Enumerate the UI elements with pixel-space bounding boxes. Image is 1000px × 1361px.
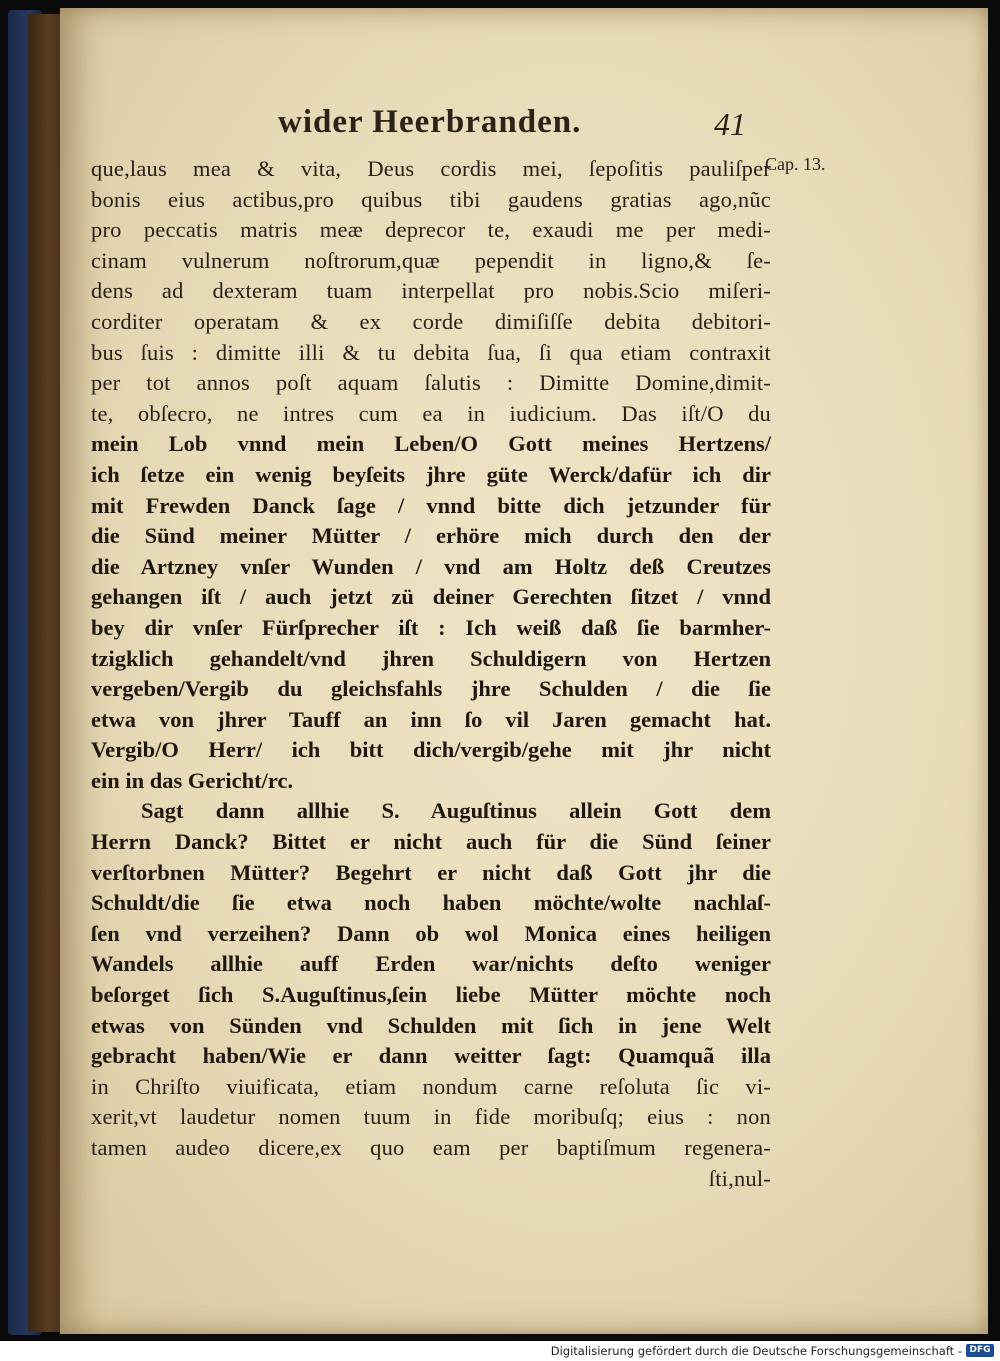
text-line: tzigklich gehandelt/vnd jhren Schuldigern von Hertzen — [91, 645, 771, 671]
text-line: vergeben/Vergib du gleichsfahls jhre Schulden / die ſie — [91, 676, 771, 702]
digitization-footer — [0, 1341, 1000, 1361]
funding-credit: Digitalisierung gefördert durch die Deutsche Forschungsgemeinschaft - — [550, 1344, 962, 1358]
text-line: Sagt dann allhie S. Auguſtinus allein Gott dem — [141, 798, 771, 824]
text-line: verſtorbnen Mütter? Begehrt er nicht daß Gott jhr die — [91, 859, 771, 885]
text-line: bonis eius actibus,pro quibus tibi gaudens gratias ago,nũc — [91, 186, 771, 212]
text-line: ein in das Gericht/rc. — [91, 767, 294, 793]
text-line: Wandels allhie auff Erden war/nichts deſto weniger — [91, 951, 771, 977]
text-line: Herrn Danck? Bittet er nicht auch für die Sünd ſeiner — [91, 829, 771, 855]
book-page — [60, 8, 988, 1334]
text-line: mein Lob vnnd mein Leben/O Gott meines Hertzens/ — [91, 431, 771, 457]
text-line: te, obſecro, ne intres cum ea in iudicium. Das iſt/O du — [91, 400, 771, 426]
text-line: die Artzney vnſer Wunden / vnd am Holtz deß Creutzes — [91, 553, 771, 579]
text-line: dens ad dexteram tuam interpellat pro nobis.Scio miſeri- — [91, 278, 771, 304]
text-line: gehangen iſt / auch jetzt zü deiner Gerechten ſitzet / vnnd — [91, 584, 771, 610]
text-line: pro peccatis matris meæ deprecor te, exaudi me per medi- — [91, 217, 771, 243]
margin-note-chapter: Cap. 13. — [765, 154, 826, 174]
text-line: mit Frewden Danck ſage / vnnd bitte dich jetzunder für — [91, 492, 771, 518]
text-line: etwa von jhrer Tauff an inn ſo vil Jaren gemacht hat. — [91, 706, 771, 732]
text-line: bey dir vnſer Fürſprecher iſt : Ich weiß daß ſie barmher- — [91, 614, 771, 640]
text-line: Schuldt/die ſie etwa noch haben möchte/wolte nachlaſ- — [91, 890, 771, 916]
text-line: gebracht haben/Wie er dann weitter ſagt: Quamquã illa — [91, 1043, 771, 1069]
text-line: in Chriſto viuificata, etiam nondum carne reſoluta ſic vi- — [91, 1073, 771, 1099]
text-line: beſorget ſich S.Auguſtinus,ſein liebe Mütter möchte noch — [91, 982, 771, 1008]
text-line: die Sünd meiner Mütter / erhöre mich durch den der — [91, 523, 771, 549]
running-head: wider Heerbranden. — [278, 104, 582, 140]
text-line: etwas von Sünden vnd Schulden mit ſich in jene Welt — [91, 1012, 771, 1038]
body-text — [91, 154, 771, 1194]
text-line: xerit,vt laudetur nomen tuum in fide moribuſq; eius : non — [91, 1104, 771, 1130]
dfg-logo: DFG — [966, 1344, 994, 1357]
page-number: 41 — [714, 106, 746, 142]
text-line: per tot annos poſt aquam ſalutis : Dimitte Domine,dimit- — [91, 370, 771, 396]
text-line: ich ſetze ein wenig beyſeits jhre güte Werck/dafür ich dir — [91, 461, 771, 487]
text-line: cinam vulnerum noſtrorum,quæ pependit in ligno,& ſe- — [91, 247, 771, 273]
text-line: bus ſuis : dimitte illi & tu debita ſua, ſi qua etiam contraxit — [91, 339, 771, 365]
page-header — [60, 104, 988, 154]
catchword-line: ſti,nul- — [708, 1165, 771, 1191]
text-line: Vergib/O Herr/ ich bitt dich/vergib/gehe mit jhr nicht — [91, 737, 771, 763]
text-line: tamen audeo dicere,ex quo eam per baptiſmum regenera- — [91, 1135, 771, 1160]
text-line: que,laus mea & vita, Deus cordis mei, ſepoſitis pauliſper — [91, 156, 771, 181]
text-line: corditer operatam & ex corde dimiſiſſe debita debitori- — [91, 308, 771, 334]
text-line: ſen vnd verzeihen? Dann ob wol Monica eines heiligen — [91, 920, 771, 946]
